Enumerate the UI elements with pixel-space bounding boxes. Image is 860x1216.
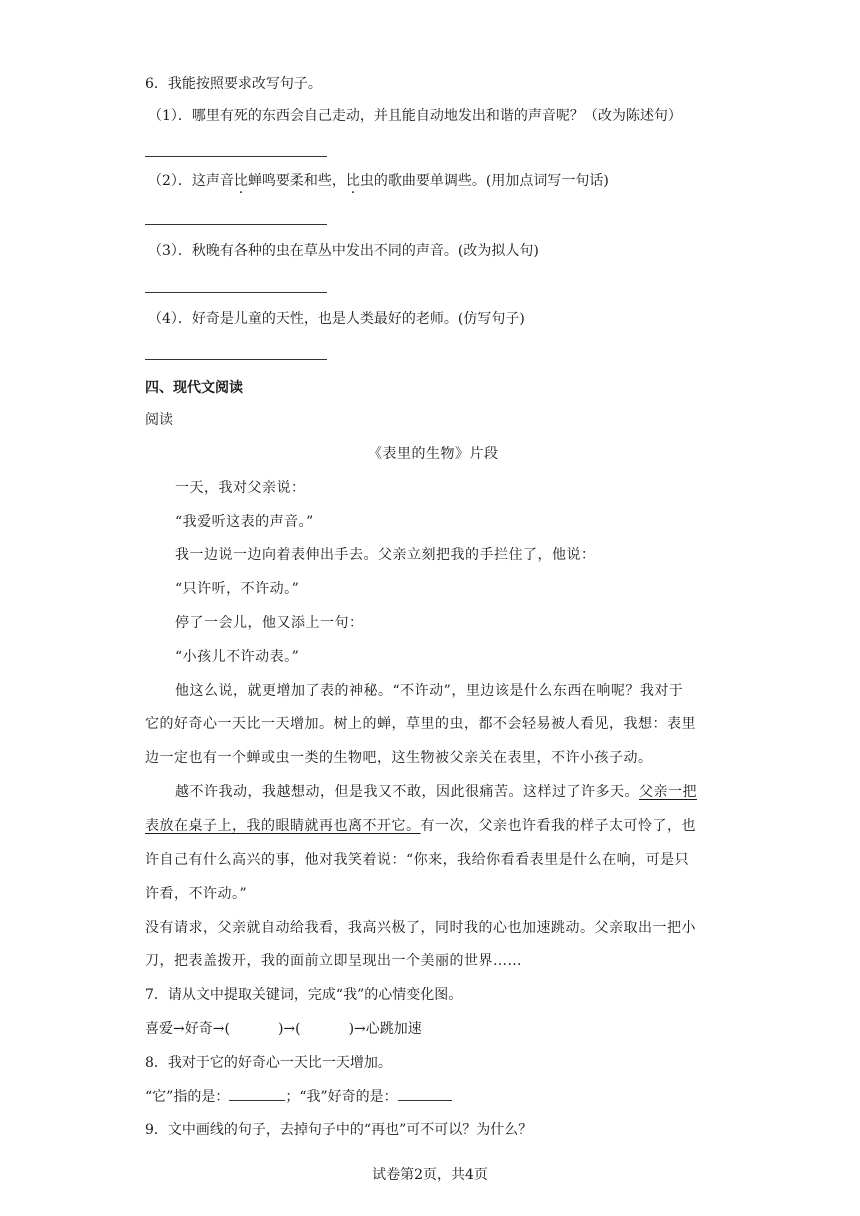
page-footer: 试卷第2页，共4页 — [372, 1167, 488, 1183]
q9-title: 9．文中画线的句子，去掉句子中的“再也”可不可以？为什么？ — [145, 1122, 533, 1138]
q7-chain-start: 喜爱→好奇→( — [145, 1021, 230, 1037]
passage-line-8: 它的好奇心一天比一天增加。树上的蝉，草里的虫，都不会轻易被人看见，我想：表里 — [145, 716, 696, 732]
dotted-word-2: 比 — [345, 173, 360, 189]
passage-line-14: 没有请求，父亲就自动给我看，我高兴极了，同时我的心也加速跳动。父亲取出一把小 — [145, 920, 696, 936]
q6-part4: （4）．好奇是儿童的天性，也是人类最好的老师。(仿写句子) — [148, 311, 525, 327]
q6-part2 — [148, 171, 609, 191]
q8-title: 8．我对于它的好奇心一天比一天增加。 — [145, 1055, 392, 1071]
passage-line-7: 他这么说，就更增加了表的神秘。“不许动”，里边该是什么东西在响呢？我对于 — [175, 683, 684, 699]
passage-line-9: 边一定也有一个蝉或虫一类的生物吧，这生物被父亲关在表里，不许小孩子动。 — [145, 750, 653, 766]
passage-line-11-text: 有一次，父亲也许看我的样子太可怜了，也 — [420, 818, 696, 834]
passage-title: 《表里的生物》片段 — [368, 446, 499, 462]
passage-line-10 — [175, 782, 697, 802]
answer-line-2[interactable] — [145, 224, 327, 225]
underlined-sentence-part-2: 表放在桌子上，我的眼睛就再也离不开它。 — [145, 818, 421, 834]
q6-part2-text-a: （2）．这声音 — [148, 173, 234, 189]
passage-line-15: 刀，把表盖拨开，我的面前立即呈现出一个美丽的世界…… — [145, 953, 522, 969]
q7-chain-mid: )→( — [277, 1021, 301, 1037]
dotted-word-1: 比 — [233, 173, 248, 189]
answer-line-3[interactable] — [145, 292, 327, 293]
passage-line-4: “只许听，不许动。” — [175, 581, 300, 597]
q8-label-a: “它”指的是： — [145, 1089, 230, 1105]
passage-line-11 — [145, 816, 696, 836]
q7-chain — [145, 1019, 422, 1039]
read-label: 阅读 — [145, 412, 173, 428]
q8-label-b: ；“我”好奇的是： — [285, 1089, 398, 1105]
passage-line-10-text: 越不许我动，我越想动，但是我又不敢，因此很痛苦。这样过了许多天。 — [175, 784, 639, 800]
q6-part2-text-e: 虫的歌曲要单调些。(用加点词写一句话) — [359, 173, 609, 189]
passage-line-13: 许看，不许动。” — [145, 886, 248, 902]
passage-line-5: 停了一会儿，他又添上一句： — [175, 615, 364, 631]
answer-line-1[interactable] — [145, 156, 327, 157]
q7-chain-end: )→心跳加速 — [348, 1021, 422, 1037]
passage-line-3: 我一边说一边向着表伸出手去。父亲立刻把我的手拦住了，他说： — [175, 547, 596, 563]
q8-blank-2[interactable] — [398, 1086, 452, 1101]
passage-line-1: 一天，我对父亲说： — [175, 480, 306, 496]
q6-part2-text-c: 蝉鸣要柔和些， — [247, 173, 346, 189]
underlined-sentence-part-1: 父亲一把 — [639, 784, 697, 800]
passage-line-2: “我爱听这表的声音。” — [175, 514, 314, 530]
q6-part1: （1）．哪里有死的东西会自己走动，并且能自动地发出和谐的声音呢？（改为陈述句） — [148, 108, 682, 124]
q7-title: 7．请从文中提取关键词，完成“我”的心情变化图。 — [145, 987, 463, 1003]
answer-line-4[interactable] — [145, 359, 327, 360]
q6-title: 6．我能按照要求改写句子。 — [145, 76, 322, 92]
q8-answers — [145, 1086, 452, 1107]
q8-blank-1[interactable] — [229, 1086, 285, 1101]
passage-line-12: 许自己有什么高兴的事，他对我笑着说：“你来，我给你看看表里是什么在响，可是只 — [145, 852, 690, 868]
passage-line-6: “小孩儿不许动表。” — [175, 649, 300, 665]
q6-part3: （3）．秋晚有各种的虫在草丛中发出不同的声音。(改为拟人句) — [148, 243, 539, 259]
section-heading: 四、现代文阅读 — [145, 380, 243, 396]
